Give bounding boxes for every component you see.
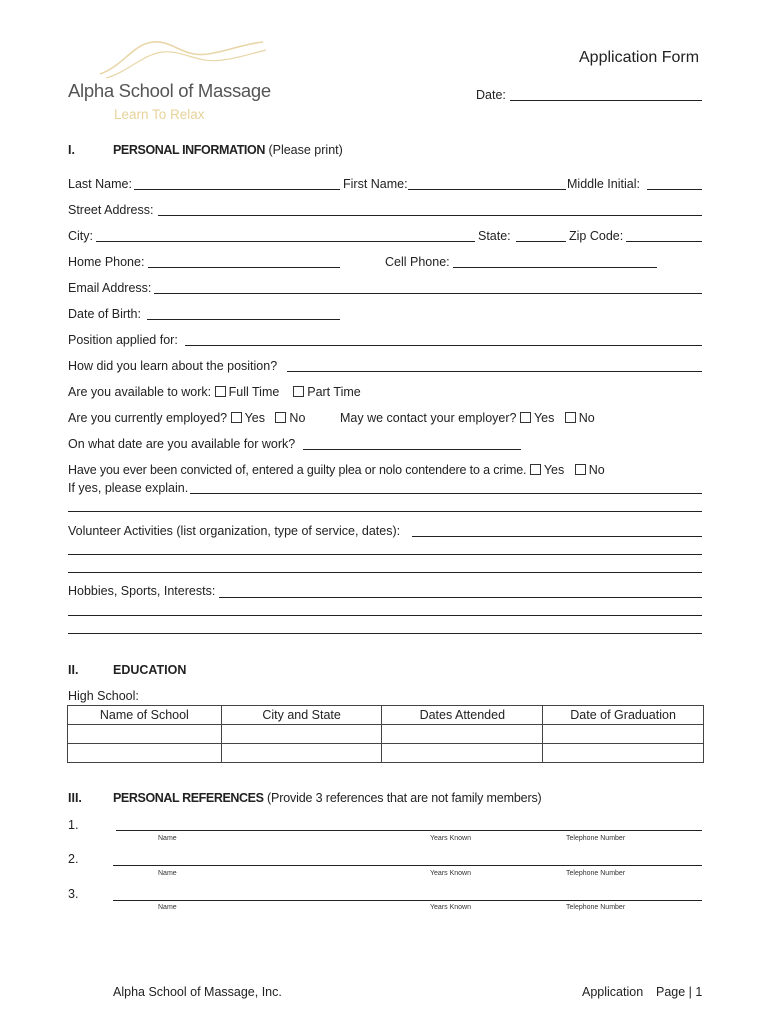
volunteer-label: Volunteer Activities (list organization, type of service, dates): [68, 524, 401, 538]
wave-logo-icon [98, 36, 268, 81]
email-field[interactable] [154, 293, 702, 294]
how-learn-label: How did you learn about the position? [68, 359, 278, 373]
footer-page-number: Page | 1 [656, 985, 703, 999]
home-phone-label: Home Phone: [68, 255, 145, 269]
col-name-of-school: Name of School [68, 706, 222, 725]
table-cell[interactable] [221, 725, 382, 744]
first-name-field[interactable] [408, 189, 566, 190]
email-label: Email Address: [68, 281, 152, 295]
date-label: Date: [476, 88, 506, 102]
section-2-number: II. [68, 663, 79, 677]
logo-school-name: Alpha School of Massage [68, 80, 271, 101]
dob-label: Date of Birth: [68, 307, 141, 321]
state-field[interactable] [516, 241, 566, 242]
hobbies-field-1[interactable] [219, 597, 702, 598]
reference-2-years-caption: Years Known [430, 870, 471, 877]
hobbies-label: Hobbies, Sports, Interests: [68, 584, 216, 598]
cell-phone-field[interactable] [453, 267, 657, 268]
section-3-note: (Provide 3 references that are not family members) [267, 791, 542, 805]
reference-3-number: 3. [68, 887, 79, 901]
col-city-state: City and State [221, 706, 382, 725]
state-label: State: [478, 229, 511, 243]
convicted-label: Have you ever been convicted of, entered a guilty plea or nolo contendere to a crime. [68, 463, 527, 477]
full-time-label: Full Time [228, 385, 280, 399]
contact-yes-checkbox[interactable] [520, 412, 531, 423]
section-1-note: (Please print) [268, 143, 343, 157]
explain-field-1[interactable] [190, 493, 702, 494]
first-name-label: First Name: [343, 177, 408, 191]
reference-3-field[interactable] [113, 900, 702, 901]
employed-no-checkbox[interactable] [275, 412, 286, 423]
explain-field-2[interactable] [68, 511, 702, 512]
position-field[interactable] [185, 345, 702, 346]
table-row [68, 725, 704, 744]
convicted-yes-checkbox[interactable] [530, 464, 541, 475]
section-2-title: EDUCATION [113, 663, 187, 677]
reference-3-name-caption: Name [158, 904, 177, 911]
education-header-row [68, 706, 704, 725]
logo [68, 36, 271, 126]
reference-2-phone-caption: Telephone Number [566, 870, 626, 877]
volunteer-field-1[interactable] [412, 536, 702, 537]
cell-phone-label: Cell Phone: [385, 255, 450, 269]
page-title: Application Form [579, 49, 700, 66]
street-address-field[interactable] [158, 215, 702, 216]
table-row [68, 744, 704, 763]
volunteer-field-2[interactable] [68, 554, 702, 555]
table-cell[interactable] [68, 725, 222, 744]
how-learn-field[interactable] [287, 371, 702, 372]
avail-date-field[interactable] [303, 449, 521, 450]
zip-code-field[interactable] [626, 241, 702, 242]
employed-row [68, 411, 305, 425]
education-table [67, 705, 704, 763]
convicted-no-checkbox[interactable] [575, 464, 586, 475]
home-phone-field[interactable] [148, 267, 340, 268]
convicted-row [68, 463, 605, 477]
date-field[interactable] [510, 100, 702, 101]
part-time-label: Part Time [307, 385, 361, 399]
reference-3-years-caption: Years Known [430, 904, 471, 911]
part-time-checkbox[interactable] [293, 386, 304, 397]
availability-row [68, 385, 361, 399]
contact-no-label: No [578, 411, 595, 425]
footer-doc-name: Application [582, 985, 644, 999]
availability-label: Are you available to work: [68, 385, 212, 399]
footer-company: Alpha School of Massage, Inc. [113, 985, 282, 999]
contact-row [340, 411, 595, 425]
reference-2-number: 2. [68, 852, 79, 866]
section-1-number: I. [68, 143, 75, 157]
employed-label: Are you currently employed? [68, 411, 228, 425]
section-3-number: III. [68, 791, 82, 805]
reference-1-field[interactable] [116, 830, 702, 831]
city-field[interactable] [96, 241, 475, 242]
logo-tagline: Learn To Relax [114, 107, 205, 122]
volunteer-field-3[interactable] [68, 572, 702, 573]
reference-3-phone-caption: Telephone Number [566, 904, 626, 911]
high-school-label: High School: [68, 689, 139, 703]
avail-date-label: On what date are you available for work? [68, 437, 296, 451]
table-cell[interactable] [221, 744, 382, 763]
reference-1-phone-caption: Telephone Number [566, 835, 626, 842]
position-label: Position applied for: [68, 333, 178, 347]
middle-initial-label: Middle Initial: [567, 177, 640, 191]
section-1-heading [113, 143, 343, 157]
col-dates-attended: Dates Attended [382, 706, 543, 725]
employed-yes-checkbox[interactable] [231, 412, 242, 423]
col-date-graduation: Date of Graduation [543, 706, 704, 725]
section-3-title: PERSONAL REFERENCES [113, 791, 264, 805]
table-cell[interactable] [543, 744, 704, 763]
full-time-checkbox[interactable] [215, 386, 226, 397]
city-label: City: [68, 229, 93, 243]
contact-yes-label: Yes [533, 411, 555, 425]
middle-initial-field[interactable] [647, 189, 702, 190]
section-3-heading [113, 791, 542, 805]
section-1-title: PERSONAL INFORMATION [113, 143, 265, 157]
contact-label: May we contact your employer? [340, 411, 517, 425]
last-name-field[interactable] [134, 189, 340, 190]
hobbies-field-3[interactable] [68, 633, 702, 634]
reference-1-number: 1. [68, 818, 79, 832]
street-address-label: Street Address: [68, 203, 154, 217]
reference-1-name-caption: Name [158, 835, 177, 842]
table-cell[interactable] [68, 744, 222, 763]
hobbies-field-2[interactable] [68, 615, 702, 616]
employed-no-label: No [289, 411, 306, 425]
table-cell[interactable] [382, 725, 543, 744]
zip-code-label: Zip Code: [569, 229, 624, 243]
contact-no-checkbox[interactable] [565, 412, 576, 423]
explain-label: If yes, please explain. [68, 481, 189, 495]
last-name-label: Last Name: [68, 177, 132, 191]
convicted-yes-label: Yes [543, 463, 565, 477]
employed-yes-label: Yes [244, 411, 265, 425]
convicted-no-label: No [588, 463, 605, 477]
table-cell[interactable] [382, 744, 543, 763]
dob-field[interactable] [147, 319, 340, 320]
reference-2-field[interactable] [113, 865, 702, 866]
table-cell[interactable] [543, 725, 704, 744]
reference-2-name-caption: Name [158, 870, 177, 877]
reference-1-years-caption: Years Known [430, 835, 471, 842]
